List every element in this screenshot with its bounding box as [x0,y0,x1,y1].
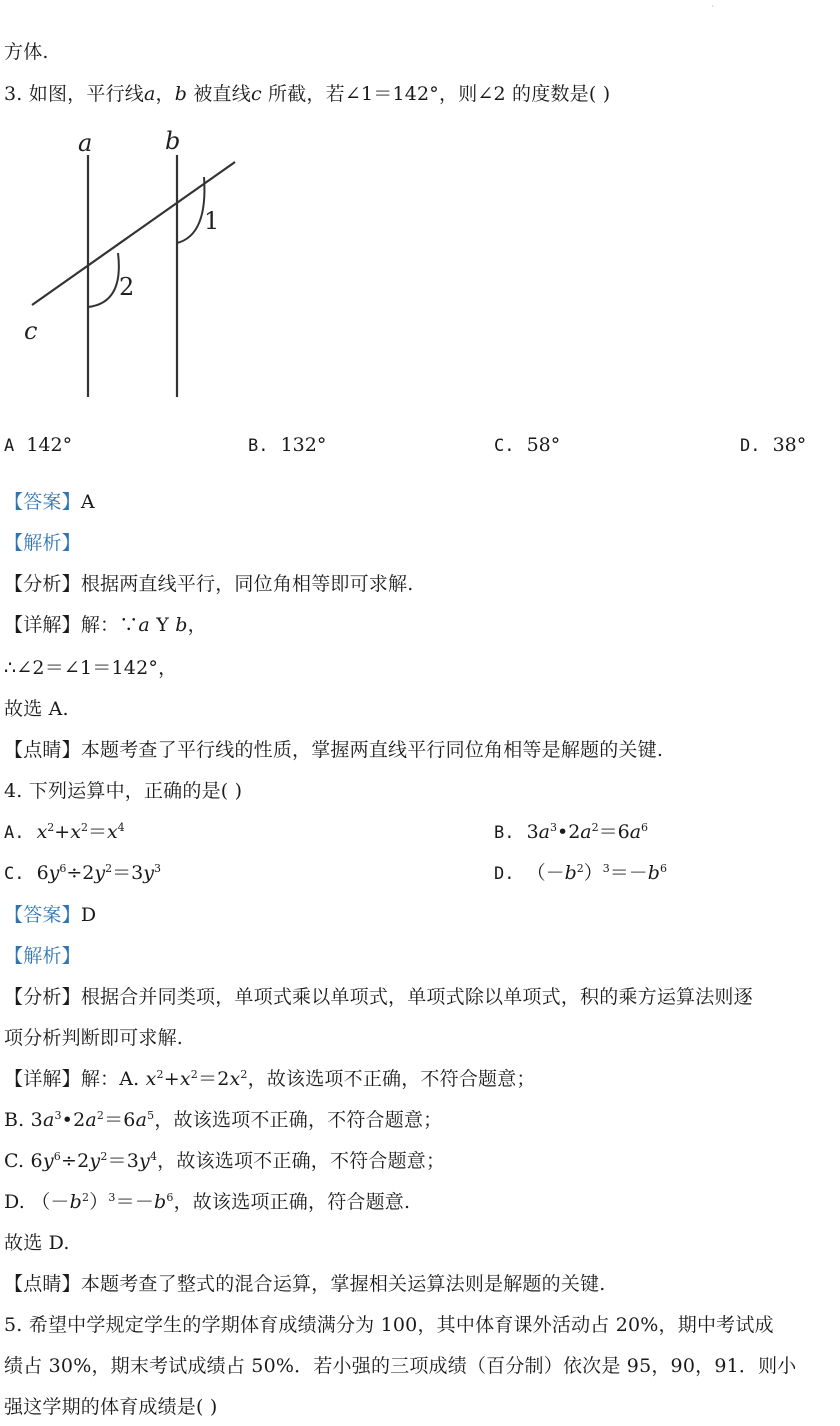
q4-fenxi-cont: 项分析判断即可求解. [4,1027,184,1049]
q4-fenxi: 【分析】根据合并同类项，单项式乘以单项式，单项式除以单项式，积的乘方运算法则逐 [4,986,753,1008]
q3-detail: 【详解】解：∵a Y b， [4,614,207,636]
q4-dianjing: 【点睛】本题考查了整式的混合运算，掌握相关运算法则是解题的关键. [4,1273,606,1295]
label-angle-1: 1 [204,207,220,235]
q4-option-b: B. $3a^3•2a^2=6a^6$ [494,821,649,843]
q3-option-c: C. 58° [494,434,561,456]
q4-option-a: A. $x^2+x^2=x^4$ [4,821,125,843]
page-corner-dot: · [711,2,714,11]
continued-text: 方体. [4,41,49,63]
q3-analysis-heading: 【解析】 [4,532,81,554]
q3-fenxi: 【分析】根据两直线平行，同位角相等即可求解. [4,573,414,595]
q3-dianjing: 【点睛】本题考查了平行线的性质，掌握两直线平行同位角相等是解题的关键. [4,739,664,761]
label-angle-2: 2 [119,273,135,301]
q3-option-a: A 142° [4,434,73,456]
q3-therefore: ∴∠2＝∠1＝142°， [4,657,178,679]
label-a: a [78,129,93,157]
q4-detail-a: 【详解】解：A. $x^2+x^2=2x^2$，故该选项不正确，不符合题意； [4,1068,536,1090]
q4-detail-c: C. $6y^6\div 2y^2=3y^4$，故该选项不正确，不符合题意； [4,1150,446,1172]
q4-detail-b: B. $3a^3•2a^2=6a^5$，故该选项不正确，不符合题意； [4,1109,443,1131]
q5-stem-line-1: 5. 希望中学规定学生的学期体育成绩满分为 100，其中体育课外活动占 20%，期中考试成 [4,1314,774,1336]
q4-analysis-heading: 【解析】 [4,945,81,967]
q3-option-d: D. 38° [740,434,807,456]
label-b: b [165,127,181,155]
q4-option-c: C. $6y^6\div 2y^2=3y^3$ [4,862,161,884]
q5-stem-line-3: 强这学期的体育成绩是( ) [4,1396,218,1418]
label-c: c [24,317,38,345]
q4-choose: 故选 D. [4,1232,70,1254]
parallel-lines-figure [20,125,250,405]
q4-option-d: D. $(-b^2)^3=-b^6$ [494,862,667,884]
q4-stem: 4. 下列运算中，正确的是( ) [4,780,243,802]
q3-choose: 故选 A. [4,698,69,720]
q3-option-b: B. 132° [248,434,327,456]
q5-stem-line-2: 绩占 30%，期末考试成绩占 50%．若小强的三项成绩（百分制）依次是 95，90，91．则小 [4,1355,797,1377]
q4-answer: 【答案】D [4,904,97,926]
q4-detail-d: D. $(-b^2)^3=-b^6$，故该选项正确，符合题意. [4,1191,411,1213]
q3-stem: 3. 如图，平行线a，b 被直线c 所截，若∠1＝142°，则∠2 的度数是( ) [4,83,611,105]
q3-answer: 【答案】A [4,491,95,513]
